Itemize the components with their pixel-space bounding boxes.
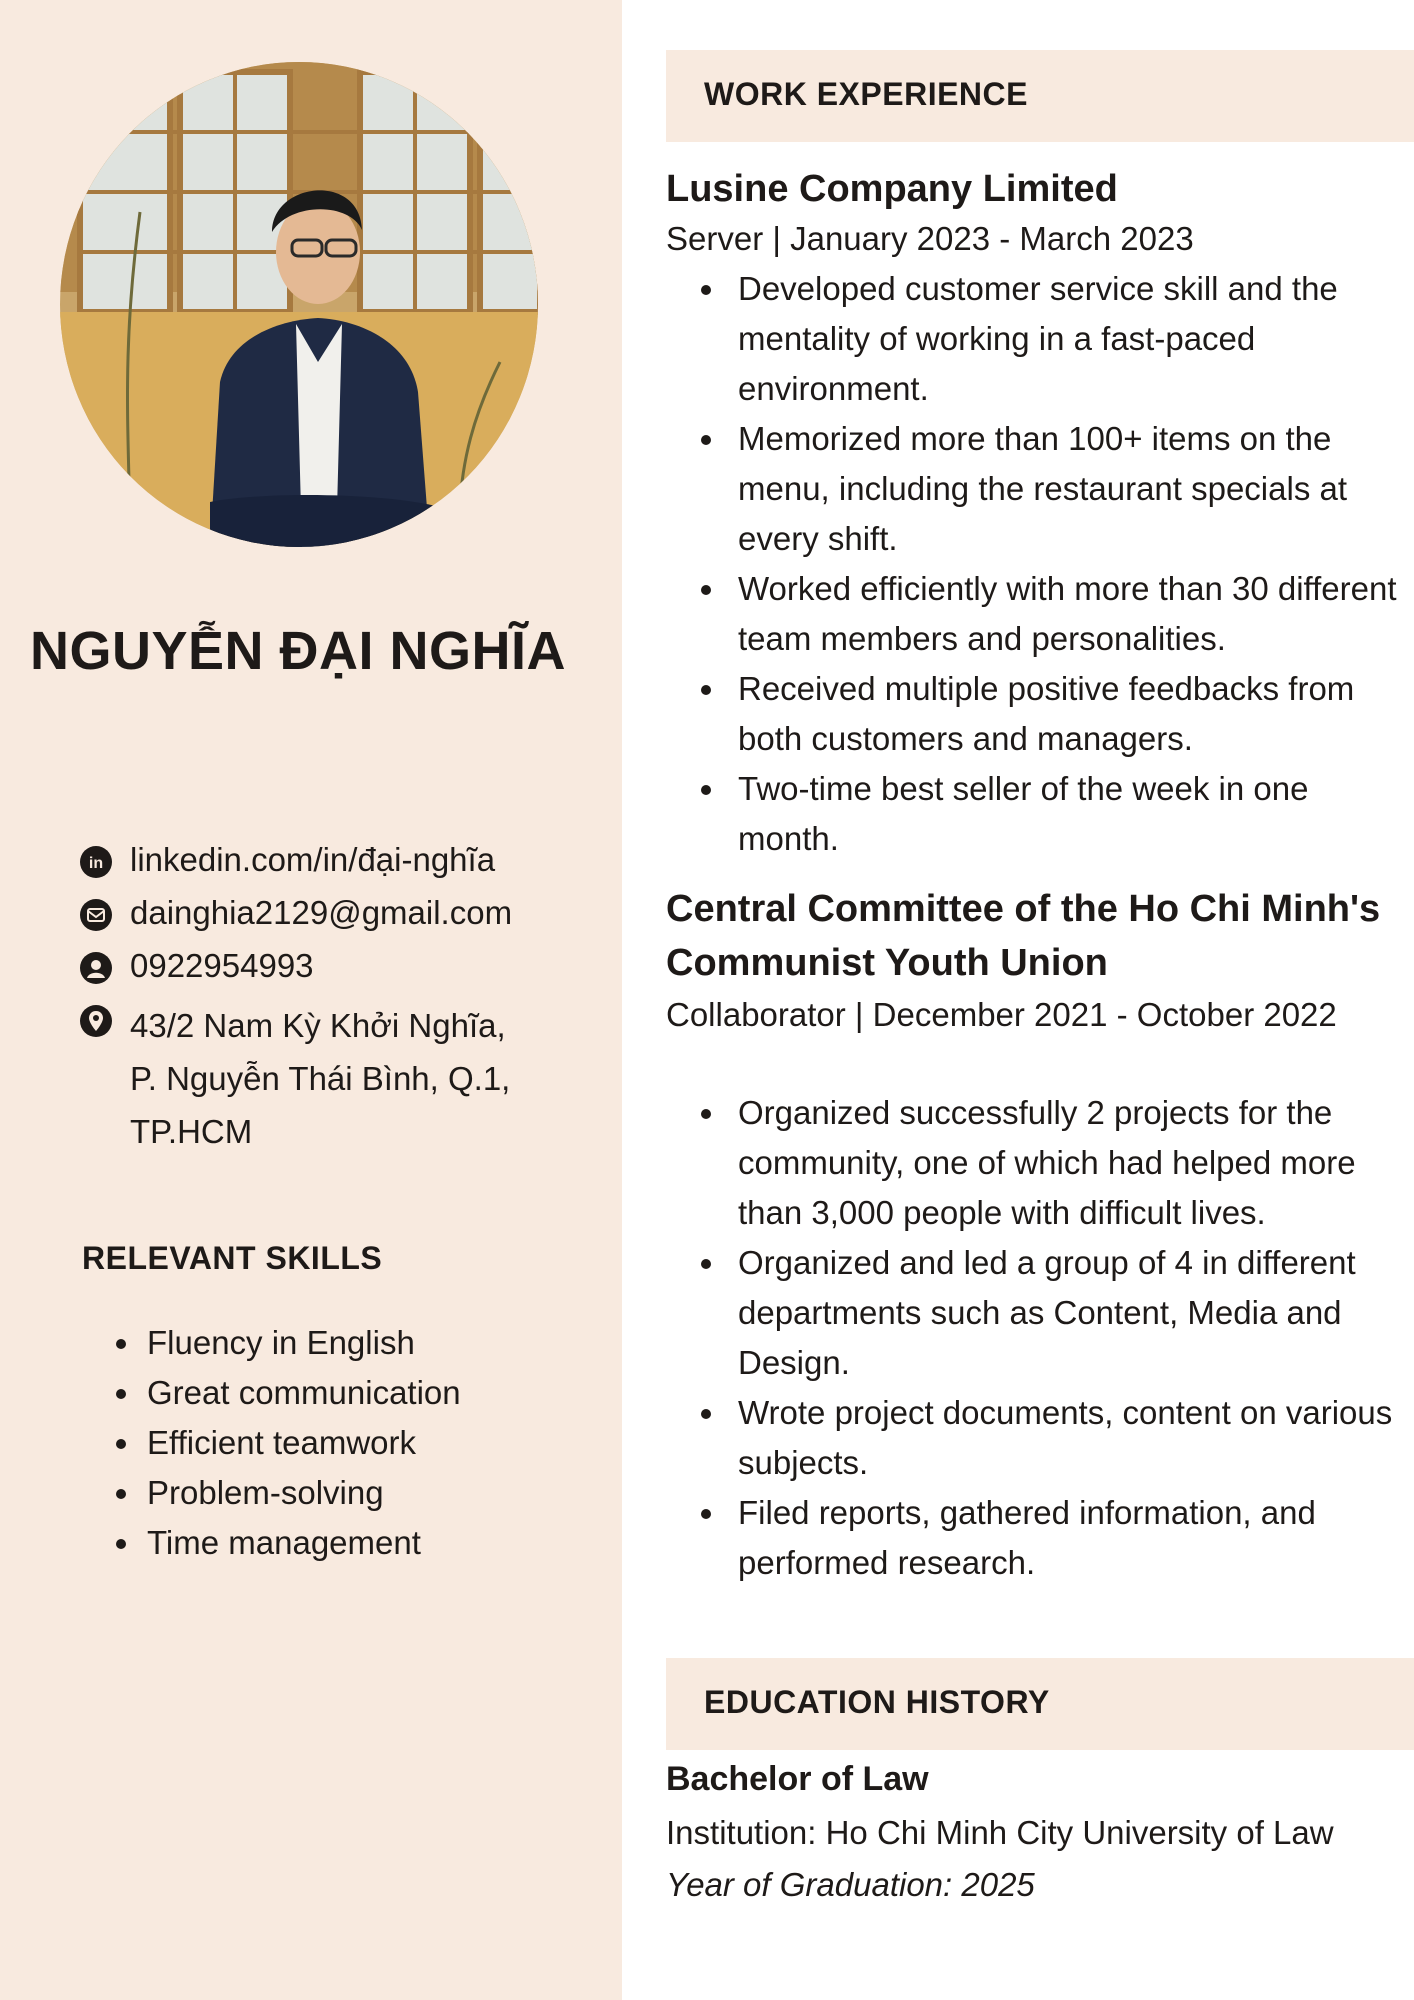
education-header bbox=[666, 1658, 1414, 1750]
job-bullet: • Two-time best seller of the week in one month. bbox=[728, 764, 1408, 864]
job-bullet: • Received multiple positive feedbacks from both customers and managers. bbox=[728, 664, 1408, 764]
address-text bbox=[130, 999, 510, 1158]
svg-text:in: in bbox=[88, 855, 104, 872]
job-company: Lusine Company Limited bbox=[666, 168, 1118, 210]
education-year: Year of Graduation: 2025 bbox=[666, 1866, 1035, 1903]
job-bullet: • Worked efficiently with more than 30 different team members and personalities. bbox=[728, 564, 1408, 664]
contact-list bbox=[80, 840, 600, 1171]
skill-item: • Problem-solving bbox=[143, 1468, 461, 1518]
profile-photo-illustration bbox=[60, 62, 538, 547]
skills-heading: RELEVANT SKILLS bbox=[82, 1240, 383, 1276]
email-icon bbox=[80, 899, 112, 931]
contact-address bbox=[80, 999, 600, 1158]
skill-item: • Great communication bbox=[143, 1368, 461, 1418]
job-meta: Server | January 2023 - March 2023 bbox=[666, 220, 1194, 257]
job-bullets bbox=[688, 1088, 1408, 1588]
contact-email[interactable] bbox=[80, 893, 600, 933]
left-panel bbox=[0, 0, 622, 2000]
skill-item: • Time management bbox=[143, 1518, 461, 1568]
address-line: P. Nguyễn Thái Bình, Q.1, bbox=[130, 1060, 511, 1097]
profile-photo bbox=[60, 62, 538, 547]
work-experience-title: WORK EXPERIENCE bbox=[704, 76, 1028, 112]
address-line: 43/2 Nam Kỳ Khởi Nghĩa, bbox=[130, 1007, 506, 1044]
education-degree: Bachelor of Law bbox=[666, 1760, 929, 1798]
skill-item: • Fluency in English bbox=[143, 1318, 461, 1368]
linkedin-icon bbox=[80, 846, 112, 878]
job-company: Central Committee of the Ho Chi Minh's Communist Youth Union bbox=[666, 888, 1381, 984]
education-title: EDUCATION HISTORY bbox=[704, 1684, 1050, 1720]
education-institution: Institution: Ho Chi Minh City University of Law bbox=[666, 1814, 1334, 1851]
linkedin-text[interactable]: linkedin.com/in/đại-nghĩa bbox=[130, 841, 496, 878]
job-bullet: • Developed customer service skill and the mentality of working in a fast-paced environment. bbox=[728, 264, 1408, 414]
job-bullet: • Organized and led a group of 4 in different departments such as Content, Media and Design. bbox=[728, 1238, 1408, 1388]
job-bullet: • Memorized more than 100+ items on the menu, including the restaurant specials at every shift. bbox=[728, 414, 1408, 564]
contact-phone[interactable] bbox=[80, 946, 600, 986]
job-bullets bbox=[688, 264, 1408, 864]
contact-linkedin[interactable] bbox=[80, 840, 600, 880]
job-bullet: • Filed reports, gathered information, and performed research. bbox=[728, 1488, 1408, 1588]
location-icon bbox=[80, 1005, 112, 1037]
address-line: TP.HCM bbox=[130, 1113, 253, 1150]
email-text[interactable]: dainghia2129@gmail.com bbox=[130, 894, 513, 931]
job-meta: Collaborator | December 2021 - October 2022 bbox=[666, 996, 1337, 1033]
skills-list bbox=[105, 1318, 461, 1568]
candidate-name: NGUYỄN ĐẠI NGHĨA bbox=[30, 621, 567, 681]
work-experience-header bbox=[666, 50, 1414, 142]
job-bullet: • Wrote project documents, content on various subjects. bbox=[728, 1388, 1408, 1488]
job-bullet: • Organized successfully 2 projects for the community, one of which had helped more than 3,000 people with difficult lives. bbox=[728, 1088, 1408, 1238]
phone-text[interactable]: 0922954993 bbox=[130, 947, 314, 984]
skill-item: • Efficient teamwork bbox=[143, 1418, 461, 1468]
user-icon bbox=[80, 952, 112, 984]
